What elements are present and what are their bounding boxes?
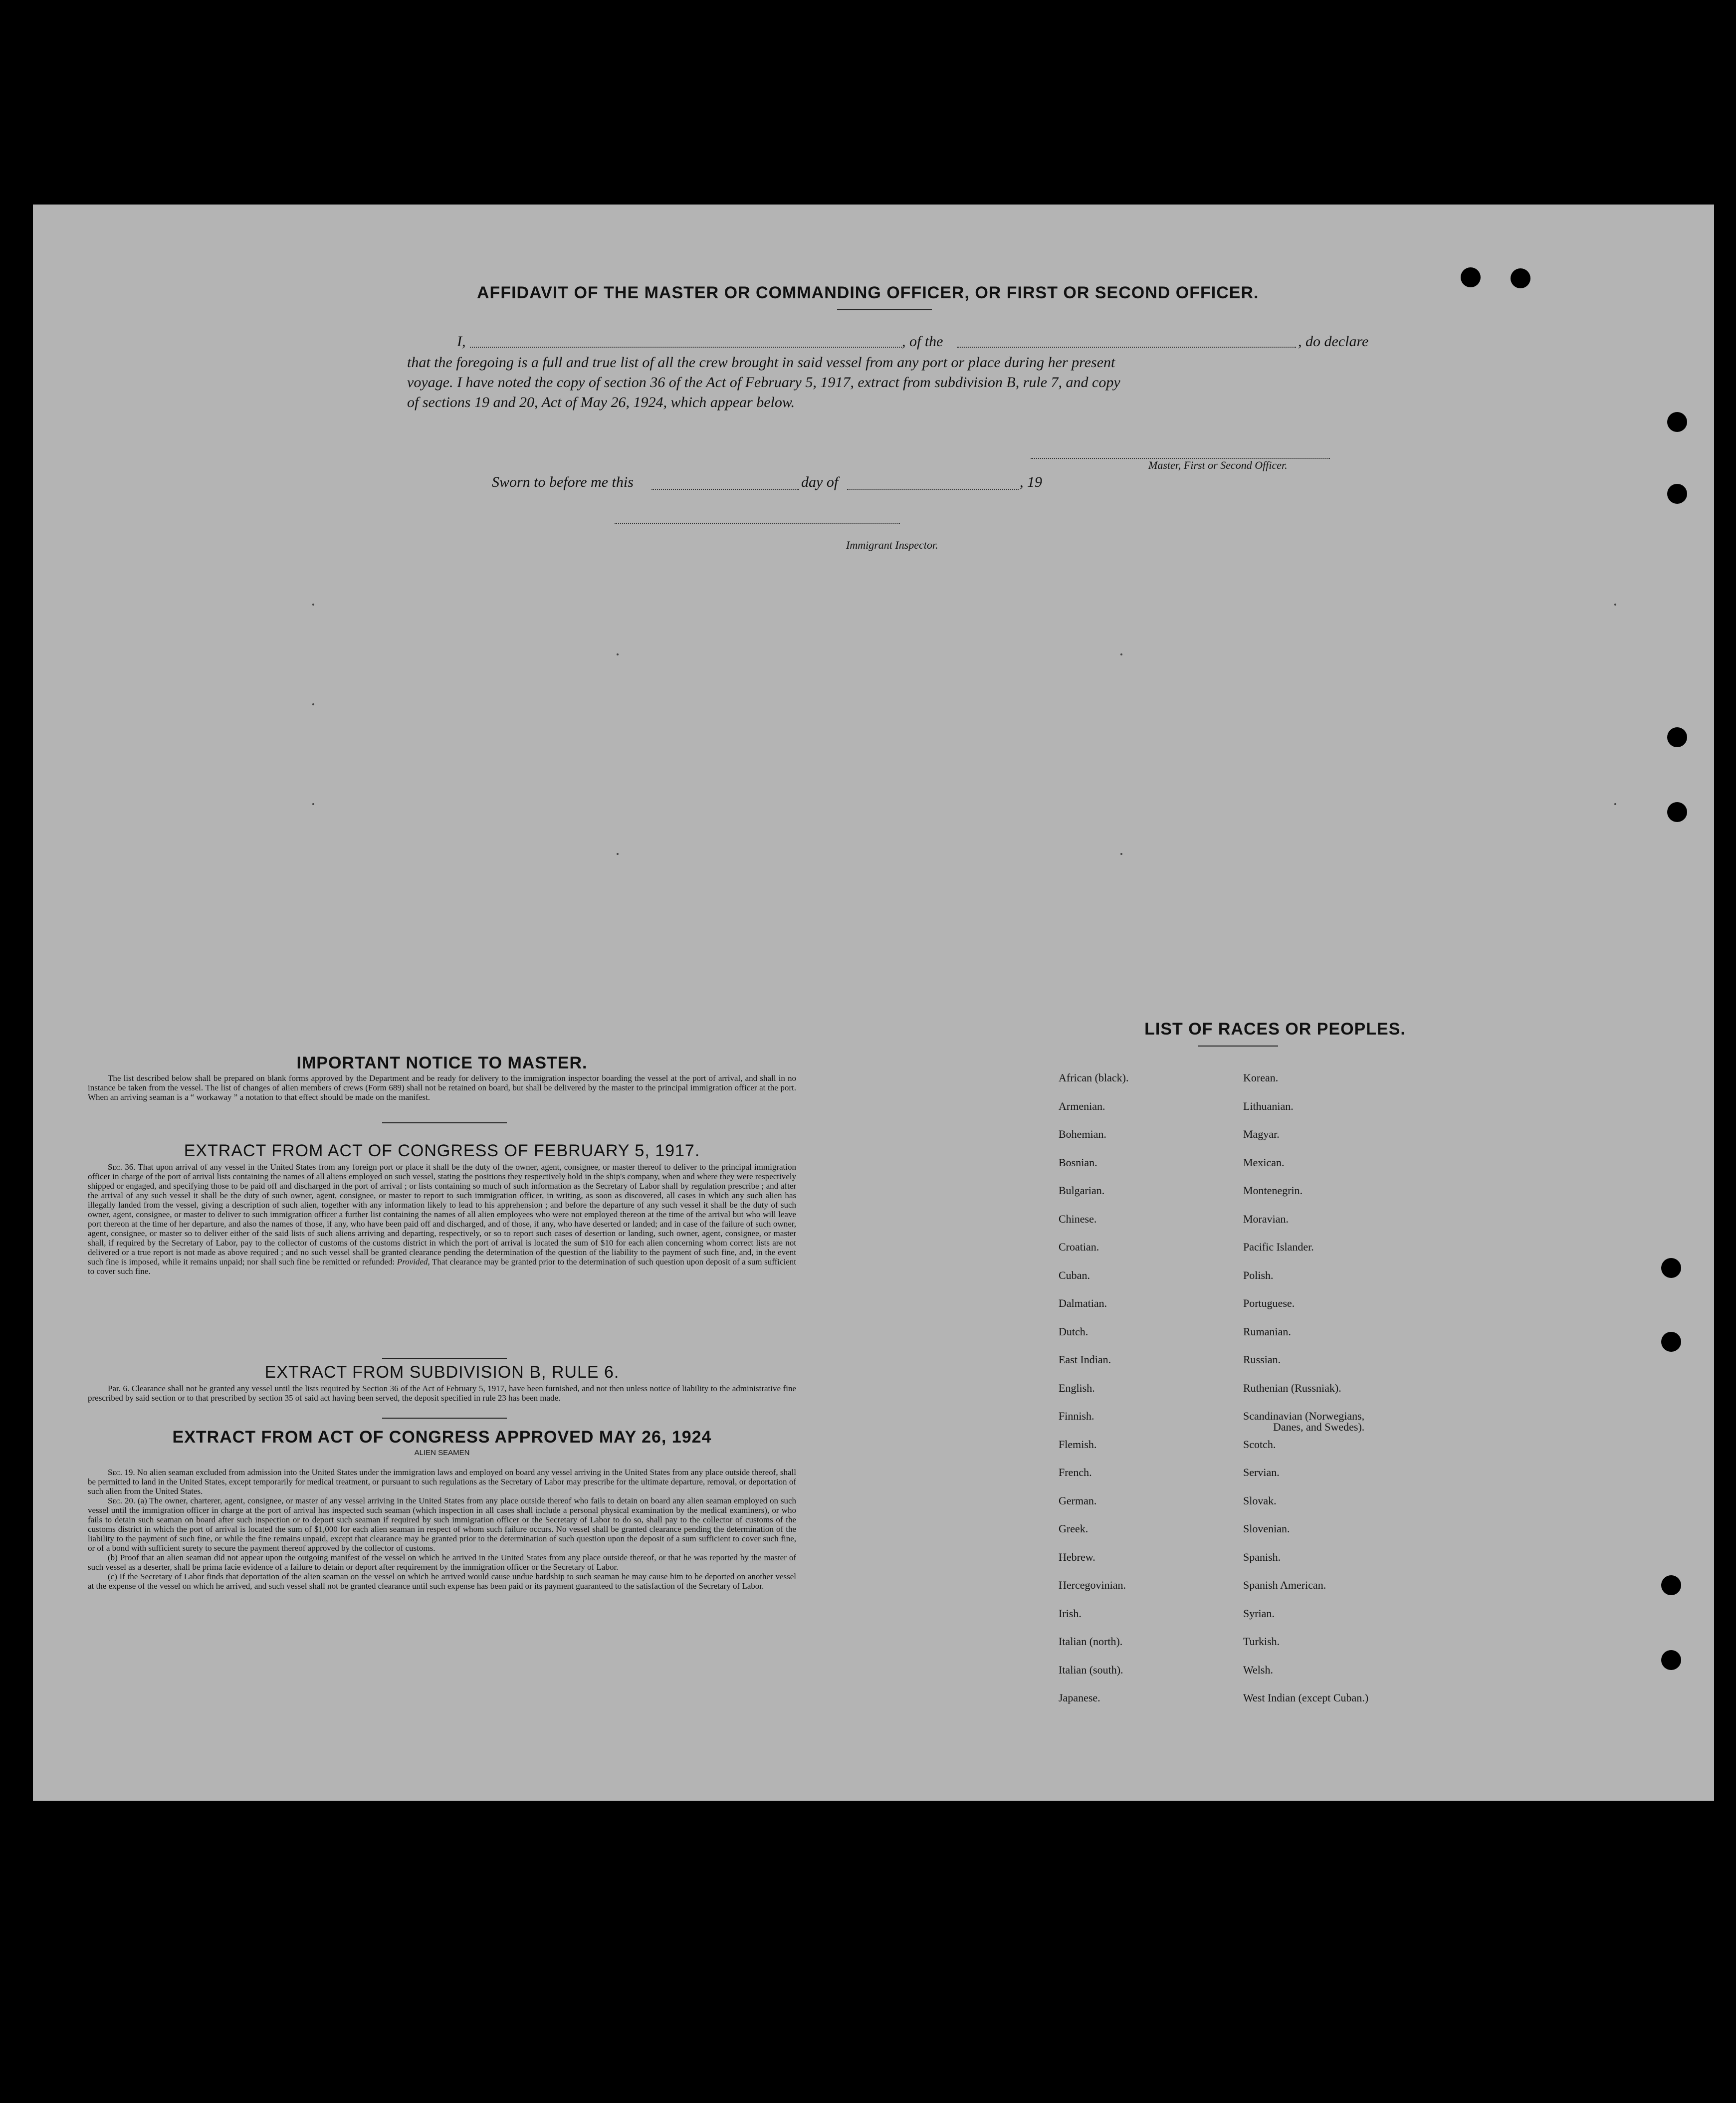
extract-1924-title: EXTRACT FROM ACT OF CONGRESS APPROVED MAY 26, 1924 [172,1428,712,1447]
race-item: Hercegovinian. [1059,1579,1126,1591]
guide-dot [1614,604,1616,606]
guide-dot [1120,853,1122,855]
subdivision-paragraph: Par. 6. Clearance shall not be granted any vessel until the lists required by Section 36 of the Act of February 5, 1917, have been furnished, and not then unless notice of liability to the administrative fine prescribed by said section or to that prescribed by section 35 of said act having been served, the deposit specified in rule 23 has been made. [88,1384,796,1403]
races-right-column [1243,1071,1368,1720]
race-item: Montenegrin. [1243,1184,1303,1197]
sec20b-text: (b) Proof that an alien seaman did not appear upon the outgoing manifest of the vessel on which he arrived in the United States from any place outside thereof, or that he was reported by the master of such vessel as a deserter, shall be prima facie evidence of a failure to detain or deport after requirement by the immigration officer or the Secretary of Labor. [88,1553,796,1572]
affidavit-title: AFFIDAVIT OF THE MASTER OR COMMANDING OFFICER, OR FIRST OR SECOND OFFICER. [477,283,1259,302]
binder-hole-icon [1511,268,1530,288]
race-item: Italian (north). [1059,1635,1123,1648]
affidavit-line1-i: I, [457,333,466,350]
race-item: Bosnian. [1059,1156,1097,1169]
guide-dot [1614,803,1616,805]
binder-hole-icon [1461,267,1481,287]
subdivision-title: EXTRACT FROM SUBDIVISION B, RULE 6. [264,1363,620,1382]
binder-hole-icon [1667,802,1687,822]
guide-dot [312,604,314,606]
sec36-text-a: That upon arrival of any vessel in the United States from any foreign port or place it shall be the duty of the owner, agent, consignee, or master thereof to deliver to the principal immigration officer in charge of the port of arrival lists containing the names of all aliens employed on such vessel, stating the positions they respectively hold in the ship's company, when and where they were respectively shipped or engaged, and specifying those to be paid off and discharged in the port of arrival ; or lists containing so much of such information as the Secretary of Labor shall by regulation prescribe ; and after the arrival of any such vessel it shall be the duty of such owner, agent, consignee, or master to report to such immigration officer, in writing, as soon as discovered, all cases in which any such alien has illegally landed from the vessel, giving a description of such alien, together with any information likely to lead to his apprehension ; and before the departure of any such vessel it shall be the duty of such owner, agent, consignee, or master to deliver to such immigration officer a further list containing the names of all alien employees who were not employed thereon at the time of the arrival but who will leave port thereon at the time of her departure, and also the names of those, if any, who have been paid off and discharged, and of those, if any, who have deserted or landed; and in case of the failure of such owner, agent, consignee, or master so to deliver either of the said lists of such aliens arriving and departing, respectively, or so to report such cases of desertion or landing, such owner, agent, consignee, or master shall, if required by the Secretary of Labor, pay to the collector of customs of the customs district in which the port of arrival is located the sum of $10 for each alien concerning whom correct lists are not delivered or a true report is not made as above required ; and no such vessel shall be granted clearance pending the determination of the question of the liability to the payment of such fine, and, in the event such fine is imposed, while it remains unpaid; nor shall such fine be remitted or refunded: [88,1162,796,1266]
sec19-label: Sec. 19. [108,1468,135,1477]
race-item: Flemish. [1059,1438,1097,1451]
affidavit-line1-of: , of the [902,333,943,350]
race-item: Spanish. [1243,1550,1281,1563]
extract-1917-title: EXTRACT FROM ACT OF CONGRESS OF FEBRUARY 5, 1917. [184,1141,700,1160]
race-item: Chinese. [1059,1212,1097,1225]
race-item: Cuban. [1059,1268,1090,1281]
guide-dot [312,803,314,805]
binder-hole-icon [1667,727,1687,747]
sec36-label: Sec. 36. [108,1162,136,1172]
race-item [1243,1410,1368,1438]
guide-dot [617,653,619,655]
race-item: Moravian. [1243,1212,1289,1225]
races-underline [1198,1046,1278,1047]
race-item: Greek. [1059,1522,1088,1535]
sworn-day-blank[interactable] [651,489,799,490]
race-item: East Indian. [1059,1353,1111,1366]
race-item: Rumanian. [1243,1325,1291,1338]
notice-divider [382,1122,507,1123]
race-item: Russian. [1243,1353,1281,1366]
race-item: English. [1059,1381,1095,1394]
race-item-scandinavian-cont: Danes, and Swedes). [1273,1421,1365,1433]
guide-dot [312,703,314,705]
race-item: Mexican. [1243,1156,1285,1169]
name-blank[interactable] [470,347,902,348]
race-item: Bohemian. [1059,1128,1106,1140]
race-item: Turkish. [1243,1635,1280,1648]
race-item: Croatian. [1059,1241,1099,1253]
race-item: Italian (south). [1059,1663,1123,1676]
race-item: Irish. [1059,1607,1082,1620]
sworn-month-blank[interactable] [847,489,1019,490]
sec36-text-b: That clearance may be granted prior to the determination of such question upon deposit of a sum sufficient to cover such fine. [88,1257,796,1276]
race-item: West Indian (except Cuban.) [1243,1691,1369,1704]
race-item: Lithuanian. [1243,1099,1294,1112]
sworn-text: Sworn to before me this [492,474,634,490]
vessel-blank[interactable] [957,347,1296,348]
races-title: LIST OF RACES OR PEOPLES. [1144,1020,1406,1039]
sec20c-text: (c) If the Secretary of Labor finds that deportation of the alien seaman on the vessel on which he arrived would cause undue hardship to such seaman he may cause him to be deported on another vessel at the expense of the vessel on which he arrived, and such vessel shall not be granted clearance until such expense has been paid or its payment guaranteed to the satisfaction of the Secretary of Labor. [88,1572,796,1591]
year-text: , 19 [1020,474,1042,490]
race-item: Scotch. [1243,1438,1276,1451]
binder-hole-icon [1661,1332,1681,1352]
inspector-signature-caption: Immigrant Inspector. [846,539,938,551]
race-item: Dalmatian. [1059,1297,1107,1309]
title-underline [837,309,932,310]
race-item: Spanish American. [1243,1579,1326,1591]
race-item: Slovak. [1243,1494,1277,1507]
race-item: Armenian. [1059,1099,1105,1112]
race-item: Ruthenian (Russniak). [1243,1381,1341,1394]
notice-text [88,1073,796,1102]
sec20a-text: (a) The owner, charterer, agent, consignee, or master of any vessel arriving in the United States from any place outside thereof who fails to detain on board any alien seaman employed on such vessel until the immigration officer in charge at the port of arrival has inspected such seaman (which inspection in all cases shall include a personal physical examination by the medical examiners), or who fails to detain such seaman on board after such inspection or to deport such seaman if required by such immigration officer or the Secretary of Labor to do so, shall pay to the collector of customs of the customs district in which the port of arrival is located the sum of $1,000 for each alien seaman in respect of whom such failure occurs. No vessel shall be granted clearance pending the determination of the liability to the payment of such fine, or while the fine remains unpaid, except that clearance may be granted prior to the determination of such question upon the deposit of a sum sufficient to cover such fine, or of a bond with sufficient surety to secure the payment thereof approved by the collector of customs. [88,1496,796,1553]
form-sheet [33,205,1714,1801]
notice-title: IMPORTANT NOTICE TO MASTER. [296,1053,588,1072]
race-item: Dutch. [1059,1325,1088,1338]
race-item: Korean. [1243,1071,1279,1084]
affidavit-line1-declare: , do declare [1298,333,1369,350]
day-of-text: day of [801,474,839,490]
master-signature-caption: Master, First or Second Officer. [1148,459,1288,471]
inspector-signature-line[interactable] [615,523,900,524]
provided-word: Provided, [397,1257,430,1266]
race-item: Bulgarian. [1059,1184,1105,1197]
binder-hole-icon [1667,412,1687,432]
race-item-scandinavian: Scandinavian (Norwegians, [1243,1410,1365,1422]
race-item: Japanese. [1059,1691,1100,1704]
race-item: Finnish. [1059,1410,1094,1422]
race-item: Welsh. [1243,1663,1273,1676]
race-item: French. [1059,1466,1092,1478]
affidavit-line3: voyage. I have noted the copy of section 36 of the Act of February 5, 1917, extract from subdivision B, rule 7, and copy [407,374,1120,391]
race-item: Hebrew. [1059,1550,1095,1563]
race-item: Portuguese. [1243,1297,1295,1309]
race-item: Syrian. [1243,1607,1275,1620]
race-item: Slovenian. [1243,1522,1290,1535]
guide-dot [617,853,619,855]
extract-1917-text [88,1162,796,1276]
sec19-text: No alien seaman excluded from admission into the United States under the immigration laws and employed on board any vessel arriving in the United States from any place outside thereof, shall be permitted to land in the United States, except temporarily for medical treatment, or pursuant to such regulations as the Secretary of Labor may prescribe for the ultimate departure, removal, or deportation of such alien from the United States. [88,1468,796,1496]
binder-hole-icon [1661,1575,1681,1595]
guide-dot [1120,653,1122,655]
race-item: German. [1059,1494,1097,1507]
race-item: Servian. [1243,1466,1280,1478]
binder-hole-icon [1661,1650,1681,1670]
binder-hole-icon [1661,1258,1681,1278]
sec20-label: Sec. 20. [108,1496,136,1505]
subdivision-text [88,1384,796,1403]
affidavit-line4: of sections 19 and 20, Act of May 26, 1924, which appear below. [407,394,795,411]
extract-1924-text [88,1468,796,1591]
binder-hole-icon [1667,484,1687,504]
notice-paragraph: The list described below shall be prepared on blank forms approved by the Department and be ready for delivery to the immigration inspector boarding the vessel at the port of arrival, and shall in no instance be taken from the vessel. The list of changes of alien members of crews (Form 689) shall not be retained on board, but shall be delivered by the master to the principal immigration officer at the port. When an arriving seaman is a “ workaway ” a notation to that effect should be made on the manifest. [88,1073,796,1102]
subdivision-divider [382,1418,507,1419]
extract-1917-divider [382,1358,507,1359]
race-item: Polish. [1243,1268,1274,1281]
race-item: Magyar. [1243,1128,1280,1140]
affidavit-line2: that the foregoing is a full and true list of all the crew brought in said vessel from any port or place during her present [407,354,1115,371]
race-item: Pacific Islander. [1243,1241,1314,1253]
races-left-column [1059,1071,1128,1720]
race-item: African (black). [1059,1071,1129,1084]
alien-seamen-subtitle: ALIEN SEAMEN [414,1449,470,1457]
